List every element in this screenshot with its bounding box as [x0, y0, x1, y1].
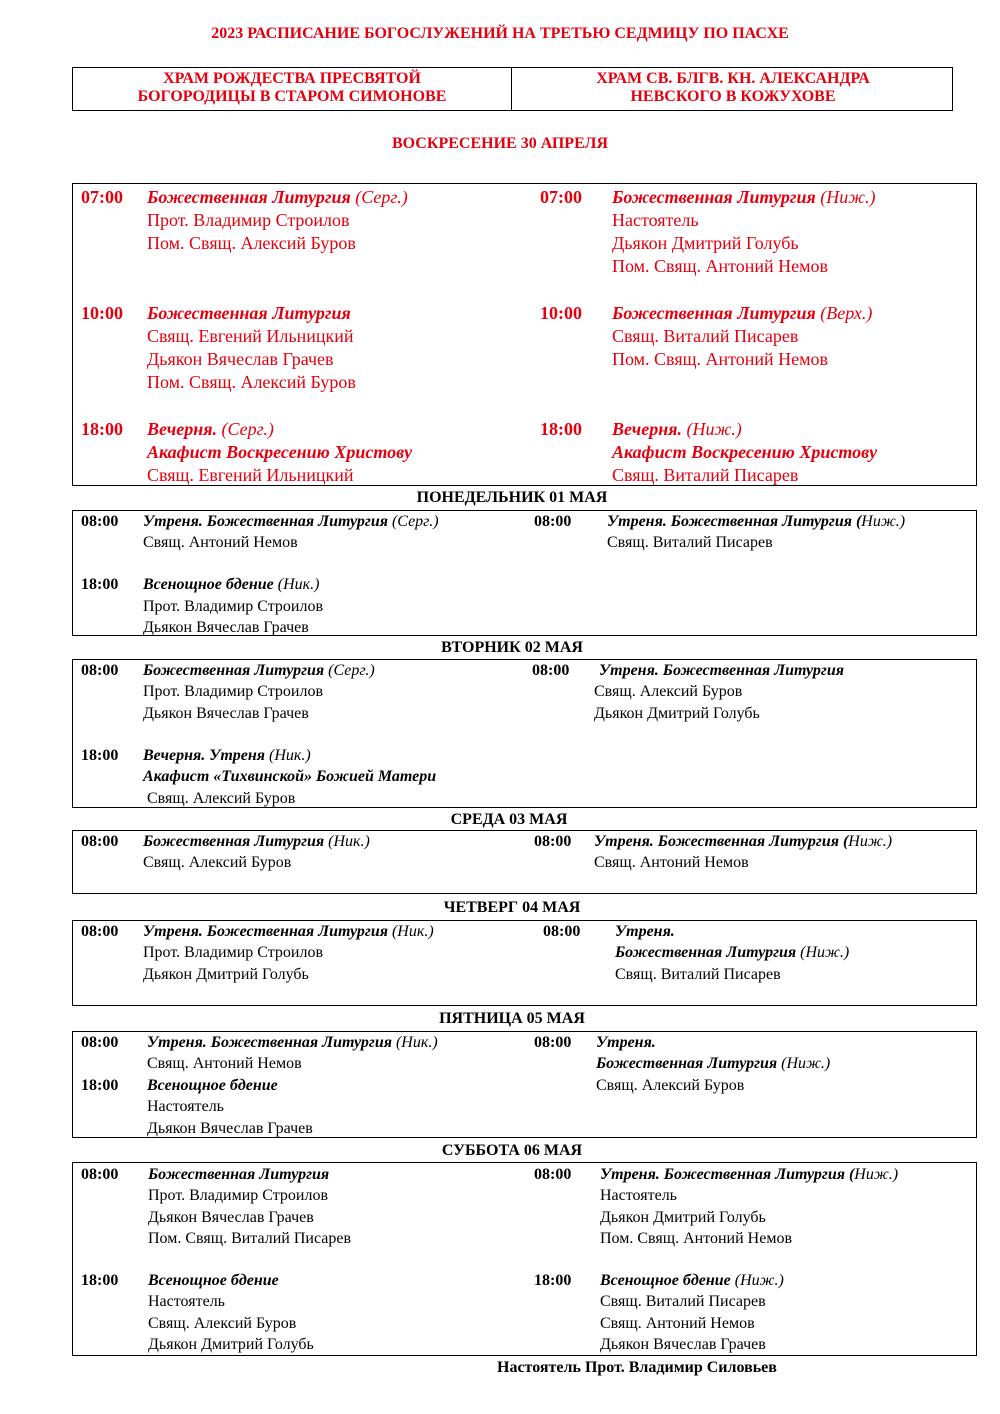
service-name: Утреня. Божественная Литургия: [599, 662, 844, 679]
service-time: 07:00: [81, 187, 123, 207]
clergy-name: Пом. Свящ. Антоний Немов: [612, 256, 828, 276]
service-place: (Ниж.): [796, 944, 850, 961]
day-heading-saturday: СУББОТА 06 МАЯ: [441, 1142, 583, 1159]
clergy-name: Дьякон Дмитрий Голубь: [600, 1209, 766, 1226]
service-time: 18:00: [540, 419, 582, 439]
day-heading-tuesday: ВТОРНИК 02 МАЯ: [441, 639, 583, 656]
clergy-name: Свящ. Антоний Немов: [147, 1055, 302, 1072]
service-place: (Серг.): [216, 419, 274, 439]
service-place: (Ниж.): [730, 1272, 784, 1289]
service-title: [607, 511, 905, 533]
clergy-name: Свящ. Антоний Немов: [143, 534, 298, 551]
clergy-name: Пом. Свящ. Виталий Писарев: [148, 1230, 352, 1247]
service-name: Божественная Литургия: [147, 187, 351, 207]
clergy-name: Дьякон Дмитрий Голубь: [594, 705, 760, 722]
service-place: Ниж.): [854, 1166, 899, 1183]
church-header-table: [72, 67, 953, 111]
clergy-name: Свящ. Виталий Писарев: [615, 966, 781, 983]
service-time: 08:00: [81, 513, 119, 530]
service-place: (Ник.): [387, 923, 434, 940]
service-time: 18:00: [81, 1272, 119, 1289]
clergy-name: Свящ. Виталий Писарев: [612, 465, 799, 485]
service-place: (Серг.): [350, 187, 408, 207]
clergy-name: Дьякон Дмитрий Голубь: [612, 233, 799, 253]
service-name: Божественная Литургия: [596, 1055, 778, 1072]
service-name: Божественная Литургия: [612, 187, 816, 207]
service-place: (Ник.): [324, 833, 370, 850]
service-title: [143, 660, 375, 682]
service-name: Божественная Литургия: [143, 833, 325, 850]
akafist-name: Акафист Воскресению Христову: [147, 442, 413, 462]
clergy-name: Пом. Свящ. Антоний Немов: [600, 1230, 792, 1247]
service-time: 18:00: [81, 747, 119, 764]
clergy-name: Свящ. Антоний Немов: [594, 854, 749, 871]
service-title: [600, 1270, 784, 1292]
service-time: 18:00: [81, 1077, 119, 1094]
service-place: Ниж.): [848, 833, 893, 850]
service-place: (Ник.): [265, 747, 311, 764]
service-name: Утреня. Божественная Литургия: [147, 1034, 392, 1051]
church-right-line1: ХРАМ СВ. БЛГВ. КН. АЛЕКСАНДРА: [596, 70, 870, 87]
clergy-name: Настоятель: [612, 210, 699, 230]
clergy-name: Свящ. Алексий Буров: [147, 790, 296, 807]
clergy-name: Дьякон Вячеслав Грачев: [143, 619, 309, 636]
service-title: [143, 831, 370, 853]
service-title: [596, 1053, 830, 1075]
clergy-name: Дьякон Вячеслав Грачев: [143, 705, 309, 722]
service-time: 08:00: [534, 833, 572, 850]
service-place: Ниж.): [861, 513, 906, 530]
service-name: Вечерня. Утреня: [143, 747, 265, 764]
clergy-name: Прот. Владимир Строилов: [148, 1187, 329, 1204]
service-name: Утреня. Божественная Литургия: [143, 513, 388, 530]
service-title: [600, 1164, 898, 1186]
clergy-name: Свящ. Евгений Ильницкий: [147, 465, 354, 485]
service-place: (Серг.): [324, 662, 375, 679]
service-name: Утреня.: [596, 1034, 656, 1051]
service-time: 08:00: [532, 662, 570, 679]
service-time: 08:00: [534, 513, 572, 530]
clergy-name: Дьякон Вячеслав Грачев: [600, 1336, 766, 1353]
church-header-divider: [511, 68, 512, 110]
clergy-name: Свящ. Антоний Немов: [600, 1315, 755, 1332]
service-name: Утреня. Божественная Литургия: [143, 923, 388, 940]
clergy-name: Настоятель: [148, 1293, 225, 1310]
clergy-name: Дьякон Дмитрий Голубь: [148, 1336, 314, 1353]
service-name: Утреня. Божественная Литургия (: [607, 513, 862, 530]
day-heading-friday: ПЯТНИЦА 05 МАЯ: [439, 1010, 585, 1027]
service-title: [143, 511, 439, 533]
clergy-name: Настоятель: [147, 1098, 224, 1115]
clergy-name: Пом. Свящ. Алексий Буров: [147, 233, 356, 253]
service-place: (Верх.): [815, 303, 873, 323]
clergy-name: Прот. Владимир Строилов: [143, 598, 324, 615]
clergy-name: Прот. Владимир Строилов: [143, 944, 324, 961]
clergy-name: Дьякон Вячеслав Грачев: [148, 1209, 314, 1226]
service-name: Божественная Литургия: [147, 303, 351, 323]
clergy-name: Настоятель: [600, 1187, 677, 1204]
footer-signature: Настоятель Прот. Владимир Силовьев: [497, 1359, 777, 1376]
church-left-line1: ХРАМ РОЖДЕСТВА ПРЕСВЯТОЙ: [163, 70, 421, 87]
clergy-name: Свящ. Алексий Буров: [596, 1077, 745, 1094]
clergy-name: Прот. Владимир Строилов: [147, 210, 350, 230]
service-time: 08:00: [543, 923, 581, 940]
service-name: Утреня. Божественная Литургия (: [600, 1166, 855, 1183]
clergy-name: Пом. Свящ. Антоний Немов: [612, 349, 828, 369]
service-name: Божественная Литургия: [148, 1166, 330, 1183]
clergy-name: Пом. Свящ. Алексий Буров: [147, 372, 356, 392]
service-name: Вечерня.: [147, 419, 217, 439]
akafist-name: Акафист «Тихвинской» Божией Матери: [143, 768, 437, 785]
service-name: Всенощное бдение: [148, 1272, 279, 1289]
day-heading-wednesday: СРЕДА 03 МАЯ: [450, 811, 568, 828]
service-name: Божественная Литургия: [143, 662, 325, 679]
service-time: 18:00: [81, 576, 119, 593]
service-title: [594, 831, 892, 853]
service-title: [612, 302, 872, 325]
day-heading-thursday: ЧЕТВЕРГ 04 МАЯ: [443, 899, 581, 916]
service-title: [143, 574, 319, 596]
service-name: Утреня.: [615, 923, 675, 940]
service-title: [612, 186, 876, 209]
service-time: 08:00: [534, 1034, 572, 1051]
service-name: Божественная Литургия: [612, 303, 816, 323]
service-title: [143, 921, 434, 943]
clergy-name: Свящ. Алексий Буров: [143, 854, 292, 871]
service-time: 08:00: [81, 833, 119, 850]
clergy-name: Свящ. Виталий Писарев: [600, 1293, 766, 1310]
service-place: (Ниж.): [815, 187, 876, 207]
church-right-line2: НЕВСКОГО В КОЖУХОВЕ: [630, 88, 836, 105]
service-place: (Ник.): [391, 1034, 438, 1051]
service-time: 08:00: [81, 1034, 119, 1051]
service-time: 07:00: [540, 187, 582, 207]
service-time: 18:00: [81, 419, 123, 439]
page-title: 2023 РАСПИСАНИЕ БОГОСЛУЖЕНИЙ НА ТРЕТЬЮ СЕДМИЦУ ПО ПАСХЕ: [211, 25, 789, 42]
clergy-name: Свящ. Виталий Писарев: [612, 326, 799, 346]
clergy-name: Свящ. Алексий Буров: [148, 1315, 297, 1332]
church-right-name: [513, 70, 953, 106]
service-title: [147, 1032, 438, 1054]
day-heading-monday: ПОНЕДЕЛЬНИК 01 МАЯ: [416, 489, 608, 506]
service-name: Всенощное бдение: [600, 1272, 731, 1289]
service-name: Утреня. Божественная Литургия (: [594, 833, 849, 850]
service-time: 08:00: [81, 923, 119, 940]
service-name: Всенощное бдение: [147, 1077, 278, 1094]
service-place: (Ниж.): [777, 1055, 831, 1072]
service-place: (Серг.): [387, 513, 439, 530]
service-title: [615, 942, 849, 964]
service-time: 08:00: [81, 1166, 119, 1183]
service-title: [143, 745, 311, 767]
day-heading-sunday: ВОСКРЕСЕНИЕ 30 АПРЕЛЯ: [391, 135, 608, 152]
clergy-name: Свящ. Алексий Буров: [594, 683, 743, 700]
church-left-name: [73, 70, 511, 106]
service-time: 18:00: [534, 1272, 572, 1289]
clergy-name: Свящ. Виталий Писарев: [607, 534, 773, 551]
church-left-line2: БОГОРОДИЦЫ В СТАРОМ СИМОНОВЕ: [137, 88, 447, 105]
clergy-name: Свящ. Евгений Ильницкий: [147, 326, 354, 346]
akafist-name: Акафист Воскресению Христову: [612, 442, 878, 462]
service-place: (Ник.): [273, 576, 320, 593]
service-time: 08:00: [534, 1166, 572, 1183]
service-time: 10:00: [81, 303, 123, 323]
clergy-name: Дьякон Вячеслав Грачев: [147, 349, 334, 369]
service-title: [612, 418, 742, 441]
service-title: [147, 186, 408, 209]
service-title: [147, 418, 274, 441]
clergy-name: Дьякон Дмитрий Голубь: [143, 966, 309, 983]
service-time: 10:00: [540, 303, 582, 323]
clergy-name: Прот. Владимир Строилов: [143, 683, 324, 700]
service-name: Вечерня.: [612, 419, 682, 439]
service-time: 08:00: [81, 662, 119, 679]
service-place: (Ниж.): [681, 419, 742, 439]
service-name: Божественная Литургия: [615, 944, 797, 961]
service-name: Всенощное бдение: [143, 576, 274, 593]
clergy-name: Дьякон Вячеслав Грачев: [147, 1120, 313, 1137]
